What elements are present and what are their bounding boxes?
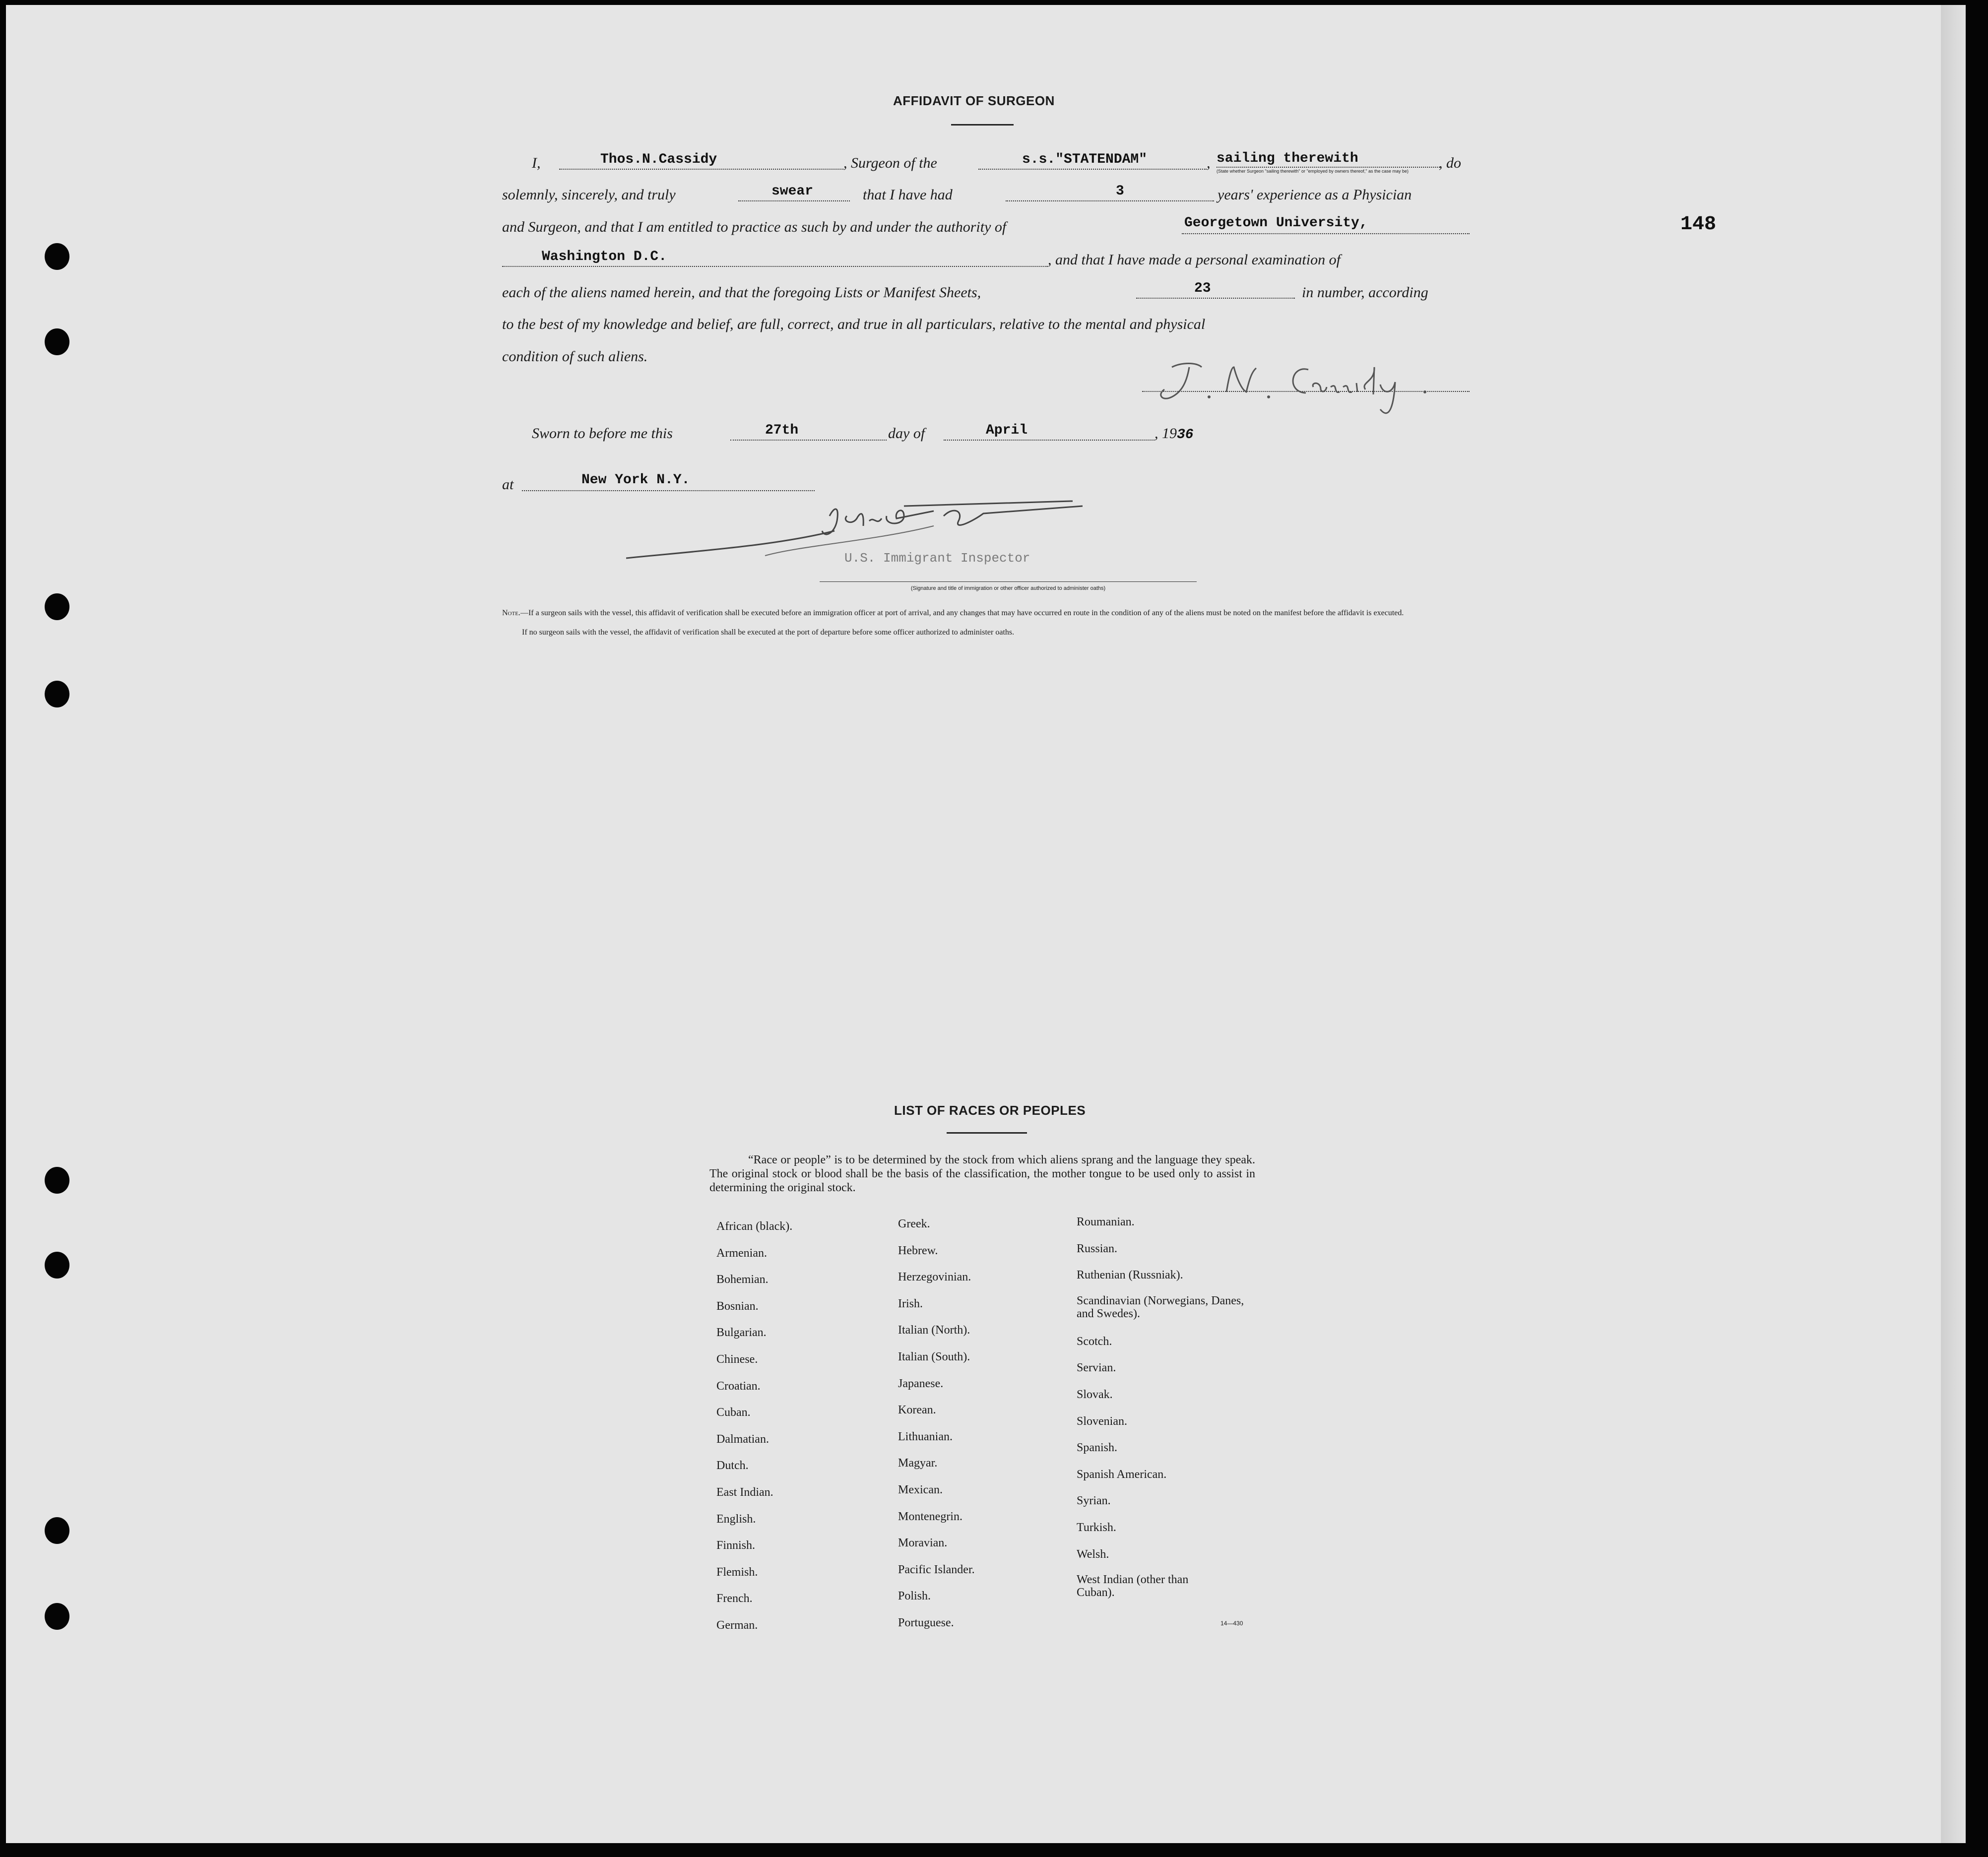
note-paragraph-2: If no surgeon sails with the vessel, the affidavit of verification shall be executed at the port of departure before some officer authorized to administer oaths. (522, 628, 1015, 637)
race-item: Magyar. (898, 1457, 938, 1470)
punch-hole (45, 593, 69, 620)
note-text-1: —If a surgeon sails with the vessel, this affidavit of verification shall be executed before an immigration officer at port of arrival, and any changes that may have occurred en route in the condition of any of the aliens must be noted on the manifest before the affidavit is executed. (520, 609, 1404, 617)
text-day-of: day of (888, 425, 925, 442)
authority-line-1 (1182, 233, 1470, 234)
officer-title: U.S. Immigrant Inspector (844, 551, 1030, 566)
affidavit-title: AFFIDAVIT OF SURGEON (893, 93, 1055, 108)
race-item: Irish. (898, 1297, 923, 1310)
text-exam: , and that I have made a personal examination of (1048, 252, 1341, 268)
sworn-year (1154, 425, 1194, 443)
sworn-day: 27th (765, 423, 799, 438)
text-condition: condition of such aliens. (502, 348, 648, 365)
sheets-count: 23 (1194, 281, 1211, 296)
race-item: Japanese. (898, 1377, 944, 1390)
punch-hole (45, 1167, 69, 1194)
race-item: Ruthenian (Russniak). (1077, 1269, 1183, 1282)
race-item: Hebrew. (898, 1244, 938, 1257)
form-number: 14—430 (1220, 1620, 1243, 1627)
note-paragraph-1 (502, 608, 1472, 618)
race-item: French. (716, 1592, 753, 1605)
race-item: Bosnian. (716, 1299, 759, 1313)
punch-hole (45, 328, 69, 355)
text-surgeon-of: , Surgeon of the (843, 155, 937, 171)
race-item: Korean. (898, 1404, 936, 1417)
sailing-note: (State whether Surgeon "sailing therewith" or "employed by owners thereof," as the case may be) (1217, 169, 1409, 174)
surgeon-name: Thos.N.Cassidy (600, 152, 717, 167)
race-item: Spanish. (1077, 1441, 1118, 1455)
race-item: Croatian. (716, 1379, 761, 1393)
race-column-2 (898, 1217, 975, 1642)
race-item: African (black). (716, 1220, 793, 1233)
race-item: Scandinavian (Norwegians, Danes, and Swedes). (1077, 1294, 1244, 1320)
sworn-day-line (730, 440, 887, 441)
race-item: Bohemian. (716, 1273, 769, 1286)
ship-line (978, 169, 1207, 170)
race-item: Herzegovinian. (898, 1271, 971, 1284)
race-item: West Indian (other than Cuban). (1077, 1573, 1189, 1600)
oath: swear (771, 184, 814, 199)
race-column-1 (716, 1219, 792, 1645)
text-sworn: Sworn to before me this (532, 425, 673, 442)
race-item: Bulgarian. (716, 1326, 767, 1340)
race-item: German. (716, 1618, 758, 1632)
text-and-surgeon: and Surgeon, and that I am entitled to practice as such by and under the authority of (502, 219, 1007, 235)
sheet-edge-shadow (1941, 5, 1966, 1843)
text-do: , do (1439, 155, 1461, 171)
race-column-3 (1077, 1215, 1255, 1613)
sheets-line (1136, 298, 1295, 299)
note-label: Note. (502, 609, 520, 617)
race-item: Finnish. (716, 1539, 756, 1552)
race-item: English. (716, 1512, 756, 1526)
title-underline (951, 124, 1014, 126)
ship-name: s.s."STATENDAM" (1022, 152, 1148, 167)
race-item: Lithuanian. (898, 1430, 953, 1443)
sworn-place-line (522, 490, 815, 491)
race-item: Italian (North). (898, 1324, 970, 1337)
year-prefix: , 19 (1154, 425, 1177, 442)
text-best: to the best of my knowledge and belief, are full, correct, and true in all particulars, relative to the mental and physical (502, 316, 1206, 332)
page-number: 148 (1680, 213, 1717, 236)
race-item: Slovenian. (1077, 1414, 1127, 1428)
race-item: Armenian. (716, 1246, 767, 1260)
text-at: at (502, 476, 514, 493)
document-sheet (6, 5, 1966, 1843)
authority-1: Georgetown University, (1184, 215, 1368, 231)
oath-line (738, 200, 850, 201)
race-item: Cuban. (716, 1406, 751, 1419)
punch-hole (45, 1252, 69, 1279)
race-item: Welsh. (1077, 1547, 1109, 1561)
officer-signature-line (820, 581, 1197, 582)
text-comma: , (1207, 155, 1211, 171)
surgeon-signature (1142, 347, 1470, 422)
race-item: Dutch. (716, 1459, 749, 1473)
year-suffix: 36 (1177, 427, 1194, 443)
race-item: Spanish American. (1077, 1468, 1167, 1481)
race-item: Roumanian. (1077, 1216, 1135, 1228)
race-item: East Indian. (716, 1485, 773, 1499)
years-line (1006, 200, 1214, 201)
signature-caption: (Signature and title of immigration or other officer authorized to administer oaths) (910, 585, 1106, 591)
races-intro: “Race or people” is to be determined by the stock from which aliens sprang and the language they speak. The original stock or blood shall be the basis of the classification, the mother tongue to be used only to assist in determining the original stock. (709, 1153, 1255, 1194)
race-item: Russian. (1077, 1242, 1118, 1255)
race-item: Flemish. (716, 1565, 758, 1579)
sworn-place: New York N.Y. (581, 472, 690, 488)
race-item: Greek. (898, 1217, 930, 1230)
years: 3 (1116, 184, 1124, 199)
punch-hole (45, 243, 69, 270)
punch-hole (45, 1603, 69, 1630)
punch-hole (45, 1517, 69, 1544)
sworn-month-line (944, 440, 1154, 441)
text-solemnly: solemnly, sincerely, and truly (502, 187, 676, 203)
text-each: each of the aliens named herein, and that the foregoing Lists or Manifest Sheets, (502, 284, 981, 301)
race-item: Moravian. (898, 1537, 948, 1550)
punch-hole (45, 681, 69, 707)
races-title-underline (947, 1132, 1027, 1134)
race-item: Slovak. (1077, 1388, 1113, 1401)
authority-2: Washington D.C. (542, 249, 667, 264)
race-item: Servian. (1077, 1361, 1116, 1375)
race-item: Dalmatian. (716, 1432, 769, 1446)
authority-line-2 (502, 266, 1048, 267)
sworn-month: April (986, 423, 1028, 438)
text-i: I, (532, 155, 541, 171)
race-item: Scotch. (1077, 1335, 1112, 1348)
race-item: Mexican. (898, 1483, 943, 1496)
race-item: Polish. (898, 1590, 931, 1603)
race-item: Montenegrin. (898, 1510, 962, 1523)
surgeon-signature-text: T. N. Cassidy (1142, 347, 1145, 348)
text-have-had: that I have had (863, 187, 953, 203)
sailing-status: sailing therewith (1217, 151, 1358, 166)
race-item: Chinese. (716, 1352, 758, 1366)
text-in-number: in number, according (1302, 284, 1428, 301)
race-item: Portuguese. (898, 1616, 954, 1629)
text-years-exp: years' experience as a Physician (1218, 187, 1412, 203)
race-item: Pacific Islander. (898, 1563, 975, 1576)
races-title: LIST OF RACES OR PEOPLES (894, 1103, 1086, 1118)
race-item: Italian (South). (898, 1350, 970, 1363)
race-item: Turkish. (1077, 1521, 1116, 1534)
sailing-line (1217, 167, 1440, 168)
race-item: Syrian. (1077, 1494, 1111, 1508)
surgeon-name-line (559, 169, 843, 170)
